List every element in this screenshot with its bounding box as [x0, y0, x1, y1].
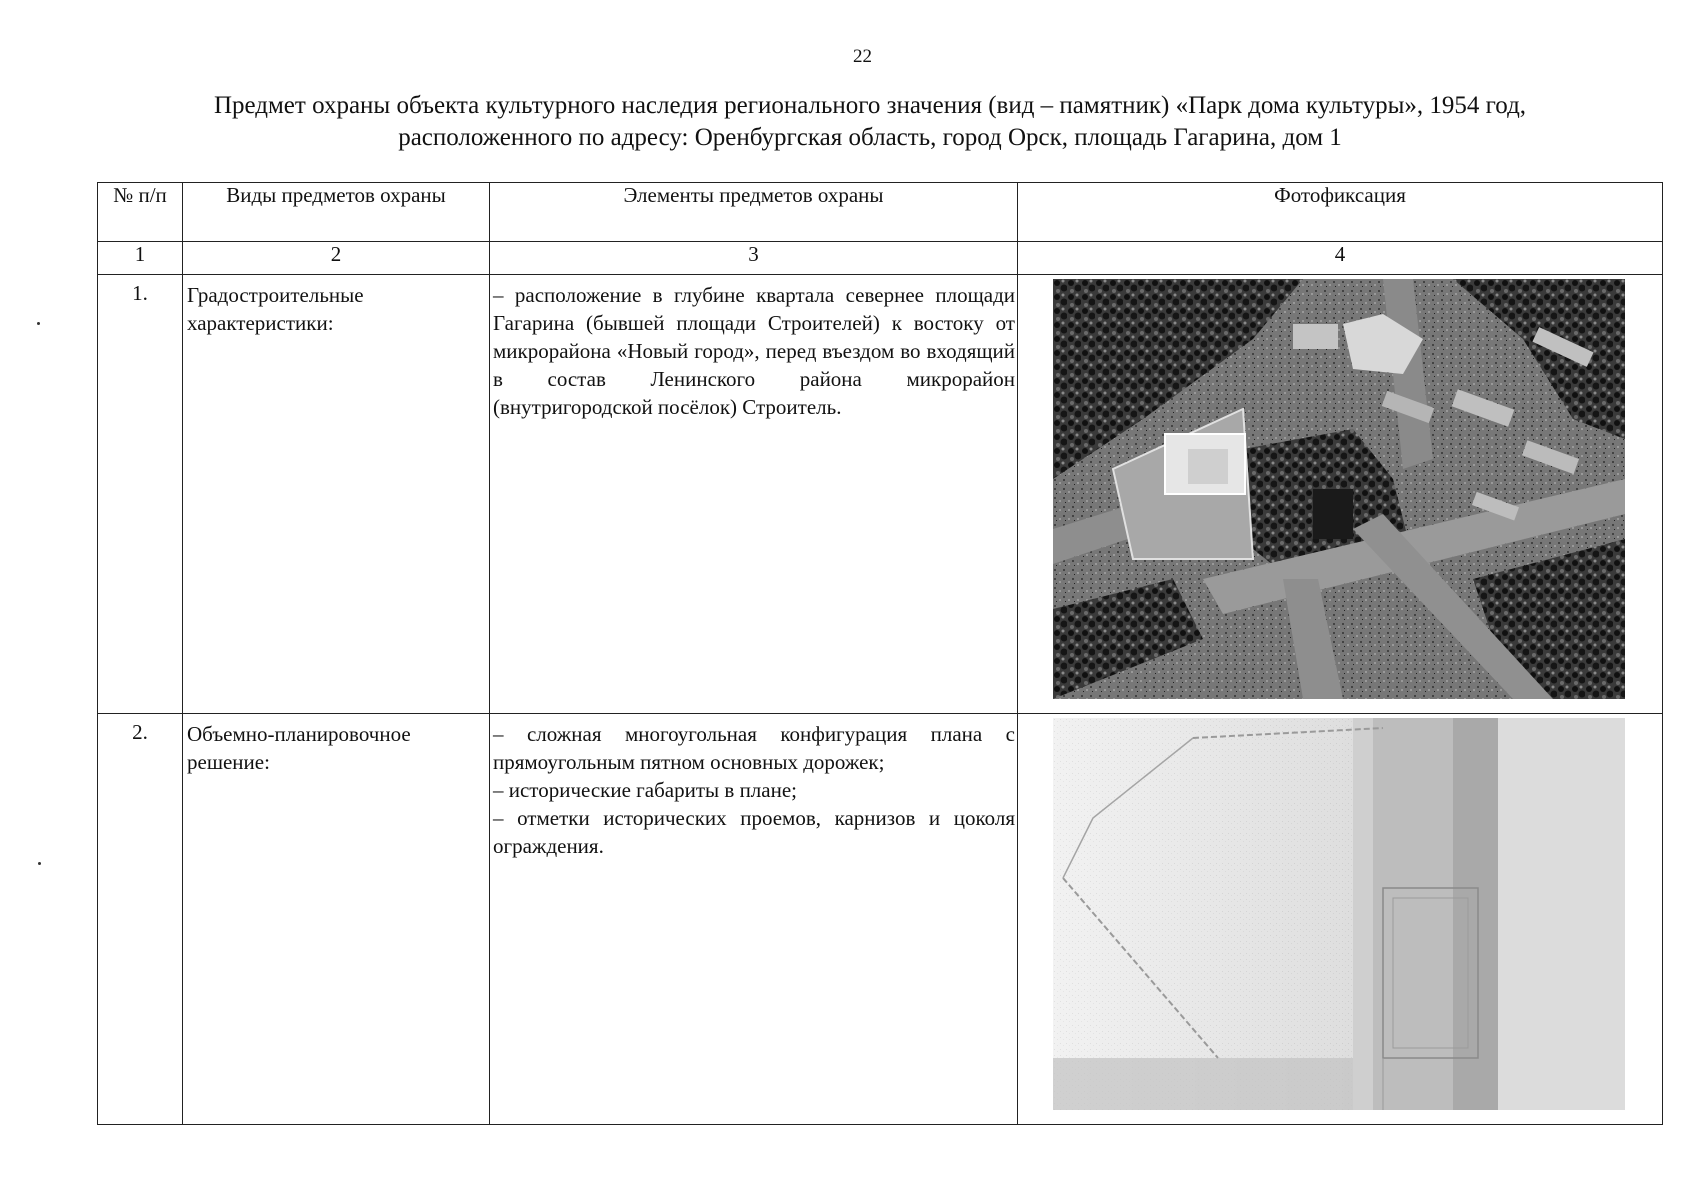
site-plan-image — [1053, 718, 1625, 1110]
element-item: – сложная многоугольная конфигурация плана с прямоугольным пятном основных дорожек; — [493, 722, 1015, 774]
document-title — [100, 90, 1640, 154]
aerial-photo-image — [1053, 279, 1625, 699]
header-type: Виды предметов охраны — [183, 183, 490, 242]
protection-type: Объемно-планировочное решение: — [183, 714, 490, 1125]
header-row — [98, 183, 1663, 242]
column-number: 2 — [183, 242, 490, 275]
site-plan — [1053, 718, 1625, 1110]
protection-table — [97, 182, 1663, 1125]
protection-type: Градостроительные характеристики: — [183, 275, 490, 714]
column-number: 4 — [1018, 242, 1663, 275]
scan-speck — [37, 322, 40, 325]
header-elements: Элементы предметов охраны — [490, 183, 1018, 242]
row-number: 2. — [98, 714, 183, 1125]
photo-cell — [1018, 275, 1663, 714]
header-num: № п/п — [98, 183, 183, 242]
column-number: 1 — [98, 242, 183, 275]
photo-cell — [1018, 714, 1663, 1125]
table-row — [98, 714, 1663, 1125]
protection-elements — [490, 714, 1018, 1125]
column-number: 3 — [490, 242, 1018, 275]
protection-elements — [490, 275, 1018, 714]
table-row — [98, 275, 1663, 714]
aerial-photo — [1053, 279, 1625, 699]
element-item: – расположение в глубине квартала севернее площади Гагарина (бывшей площади Строителей) к востоку от микрорайона «Новый город», перед въездом во входящий в состав Ленинского района микрорайон (внутригородской посёлок) Строитель. — [493, 283, 1015, 419]
element-item: – исторические габариты в плане; — [493, 778, 797, 802]
title-line-2: расположенного по адресу: Оренбургская область, город Орск, площадь Гагарина, дом 1 — [398, 124, 1342, 151]
row-number: 1. — [98, 275, 183, 714]
element-item: – отметки исторических проемов, карнизов и цоколя ограждения. — [493, 806, 1015, 858]
scan-speck — [38, 862, 41, 865]
page-number: 22 — [853, 46, 872, 67]
column-number-row — [98, 242, 1663, 275]
header-photo: Фотофиксация — [1018, 183, 1663, 242]
title-line-1: Предмет охраны объекта культурного наследия регионального значения (вид – памятник) «Парк дома культуры», 1954 год, — [213, 92, 1527, 119]
